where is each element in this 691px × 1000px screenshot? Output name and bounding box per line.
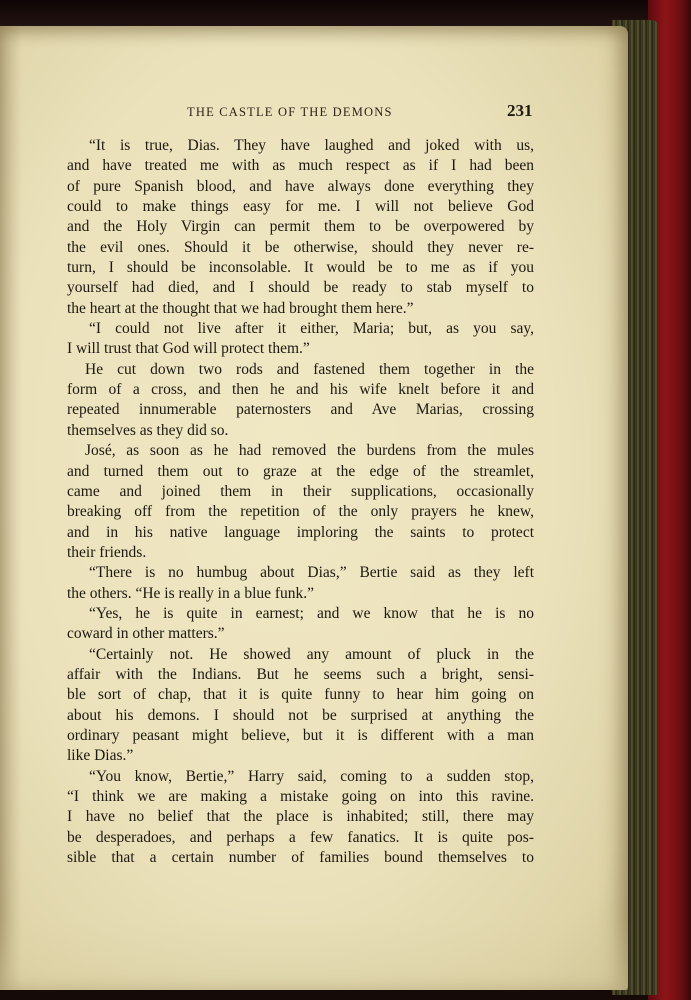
text-line: form of a cross, and then he and his wife knelt before it and [67, 381, 534, 399]
text-line: affair with the Indians. But he seems such a bright, sensi- [67, 665, 534, 683]
text-line: “I think we are making a mistake going on into this ravine. [67, 788, 534, 805]
text-line: “You know, Bertie,” Harry said, coming to a sudden stop, [89, 767, 534, 785]
running-header: THE CASTLE OF THE DEMONS [187, 105, 393, 119]
text-line: and have treated me with as much respect as if I had been [67, 157, 534, 175]
text-line: I have no belief that the place is inhabited; still, there may [67, 808, 534, 826]
text-line: breaking off from the repetition of the only prayers he knew, [67, 503, 534, 521]
text-line: sible that a certain number of families bound themselves to [67, 849, 534, 867]
text-line: the others. “He is really in a blue funk.” [67, 584, 315, 602]
text-line: came and joined them in their supplications, occasionally [67, 482, 534, 500]
text-line: of pure Spanish blood, and have always done everything they [67, 177, 534, 195]
text-line: José, as soon as he had removed the burdens from the mules [85, 442, 534, 460]
text-line: “Certainly not. He showed any amount of pluck in the [89, 645, 534, 663]
text-line: “It is true, Dias. They have laughed and joked with us, [89, 137, 534, 154]
text-line: coward in other matters.” [67, 625, 225, 643]
text-line: I will trust that God will protect them.” [67, 340, 310, 358]
text-line: turn, I should be inconsolable. It would be to me as if you [67, 259, 534, 277]
text-line: like Dias.” [67, 747, 134, 765]
text-line: could to make things easy for me. I will not believe God [67, 198, 534, 216]
text-line: ble sort of chap, that it is quite funny to hear him going on [67, 686, 534, 704]
text-line: “Yes, he is quite in earnest; and we know that he is no [89, 604, 534, 622]
text-line: “I could not live after it either, Maria; but, as you say, [89, 320, 534, 338]
text-line: their friends. [67, 543, 147, 561]
text-line: be desperadoes, and perhaps a few fanatics. It is quite pos- [67, 828, 534, 846]
text-line: the heart at the thought that we had brought them here.” [67, 299, 414, 317]
bottom-margin [0, 920, 628, 990]
text-line: He cut down two rods and fastened them together in the [85, 360, 534, 378]
text-line: the evil ones. Should it be otherwise, should they never re- [67, 238, 534, 256]
text-line: ordinary peasant might believe, but it is different with a man [67, 726, 534, 744]
text-line: about his demons. I should not be surprised at anything the [67, 706, 534, 724]
text-line: “There is no humbug about Dias,” Bertie said as they left [89, 564, 534, 582]
text-line: and in his native language imploring the saints to protect [67, 523, 534, 541]
text-line: and the Holy Virgin can permit them to be overpowered by [67, 218, 534, 236]
text-line: yourself had died, and I should be ready to stab myself to [67, 279, 534, 297]
text-line: and turned them out to graze at the edge of the streamlet, [67, 462, 534, 480]
facing-page-bleed [2, 356, 16, 916]
body-text [67, 136, 534, 868]
text-line: repeated innumerable paternosters and Ave Marias, crossing [67, 401, 534, 419]
text-line: themselves as they did so. [67, 421, 229, 439]
page-number: 231 [507, 101, 533, 120]
